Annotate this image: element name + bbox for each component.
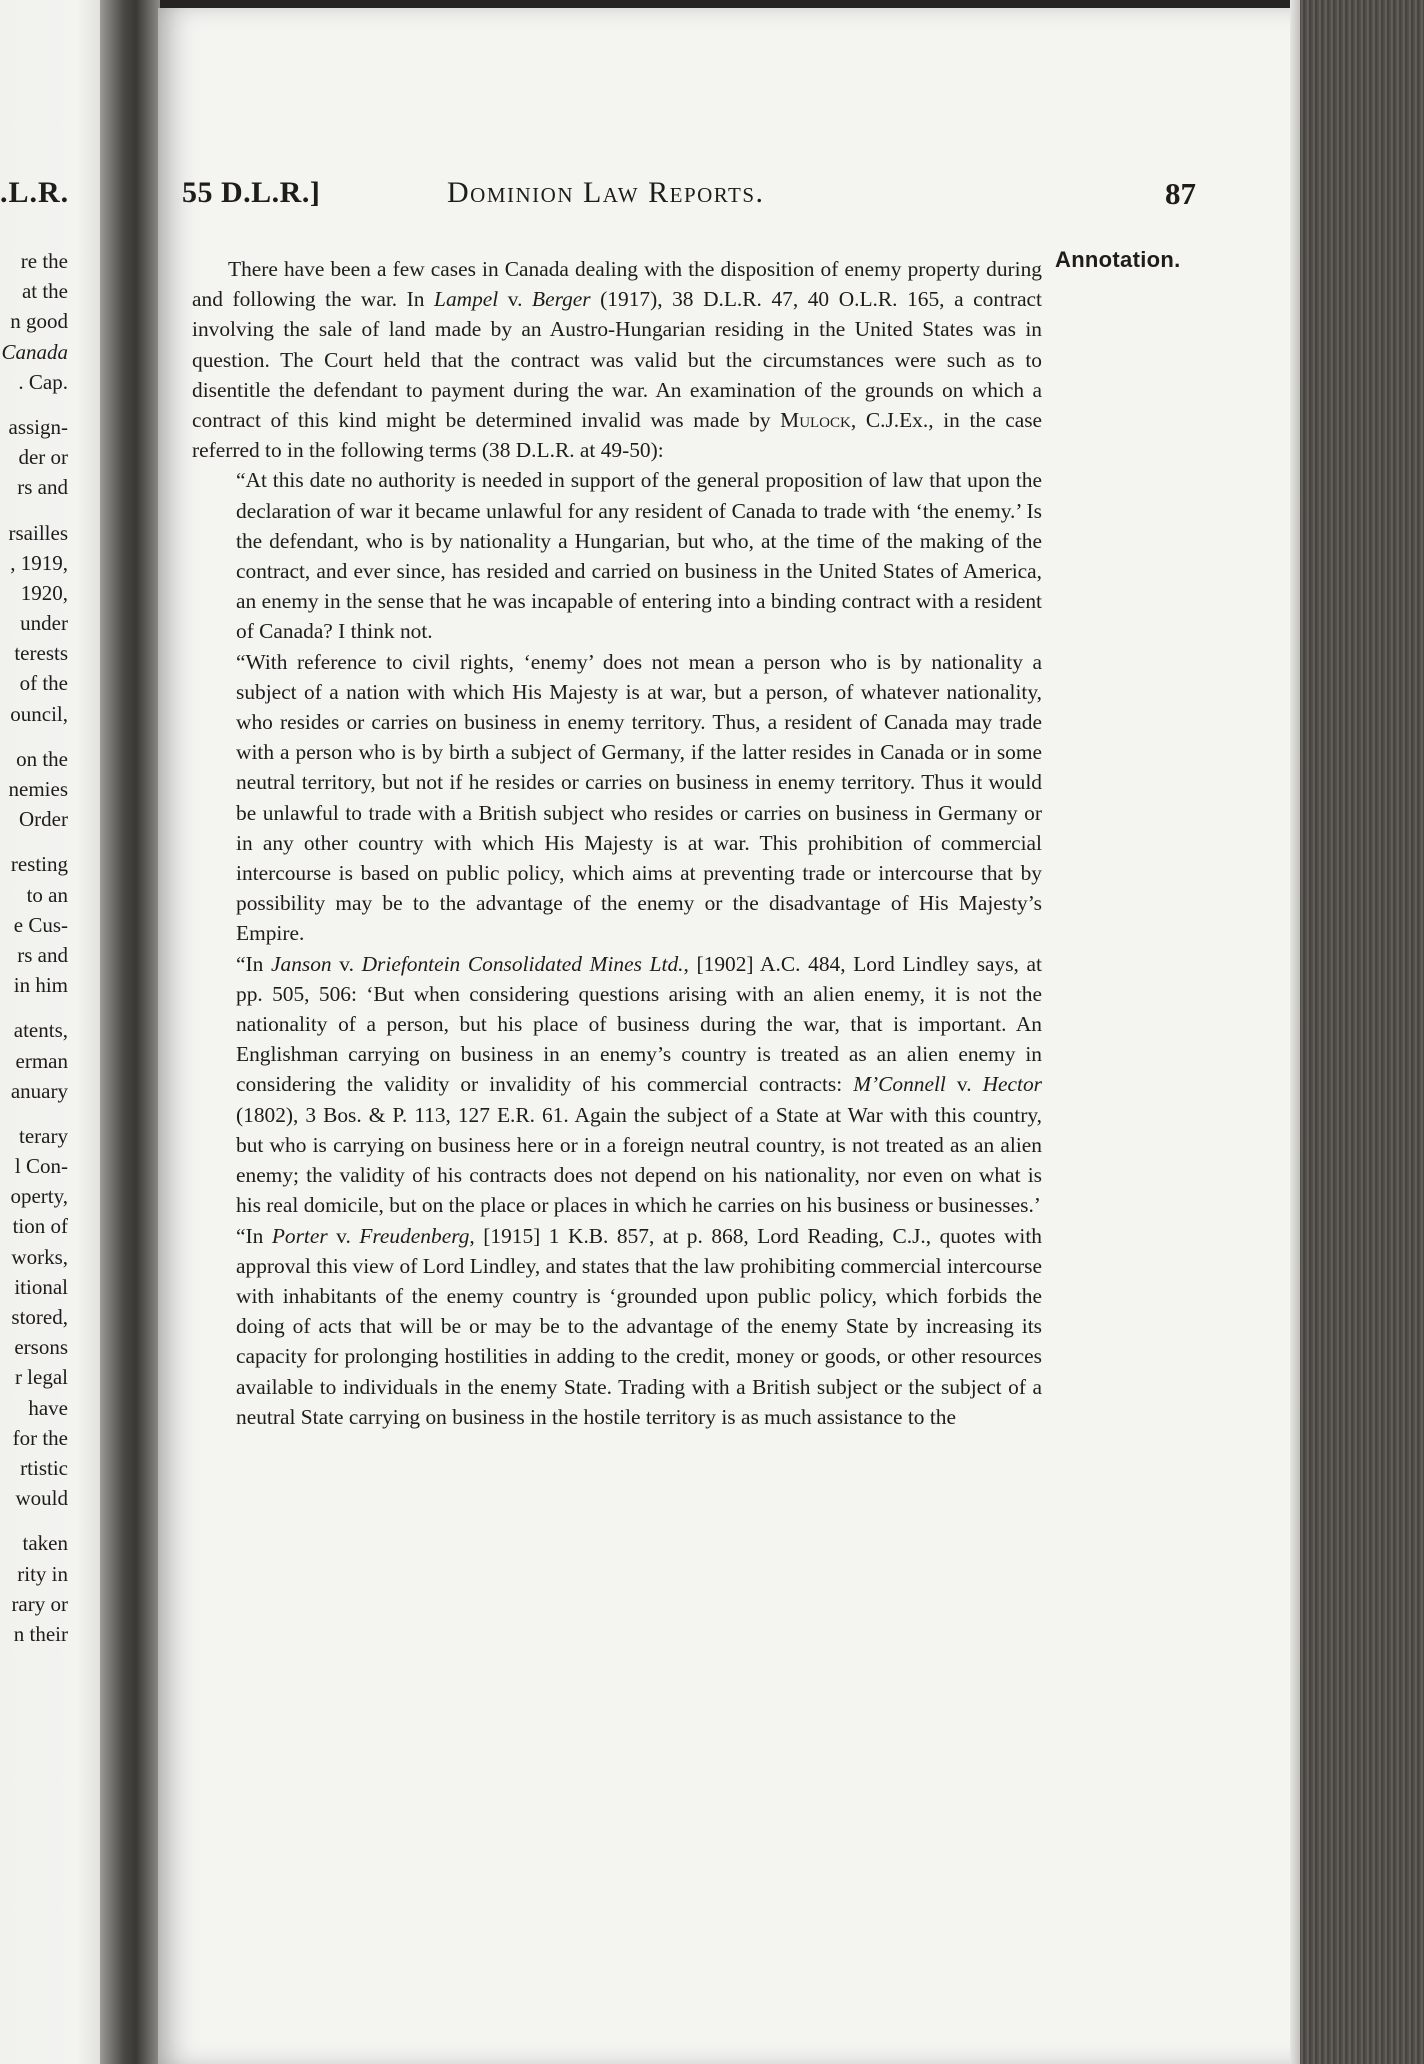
left-line: anuary: [10, 1078, 68, 1103]
left-line: 1920,: [20, 580, 68, 605]
left-line: terary: [19, 1123, 68, 1148]
left-line: rary or: [11, 1591, 68, 1616]
quote-paragraph: [236, 949, 1042, 1221]
left-line: Canada: [1, 339, 68, 364]
text-run: v.: [945, 1072, 983, 1097]
text-run: “In: [236, 951, 271, 976]
text-run: (1802), 3 Bos. & P. 113, 127 E.R. 61. Again the subject of a State at War with this country, but who is carrying on business here or in a foreign neutral country, is not treated as an alien enemy; the validity of his contracts does not depend on his nationality, nor even on what is his real domicile, but on the place or places in which he carries on his business or businesses.’: [236, 1102, 1042, 1218]
left-line: stored,: [11, 1305, 68, 1329]
left-line: nemies: [8, 777, 68, 801]
body-text: [192, 254, 1042, 1432]
left-line: tion of: [12, 1214, 68, 1239]
left-line: rs and: [17, 942, 68, 967]
quote-paragraph: [236, 1221, 1042, 1432]
left-line: erman: [15, 1048, 68, 1073]
left-line: rsailles: [8, 520, 68, 545]
left-line: resting: [10, 852, 68, 877]
left-line: e Cus-: [13, 912, 68, 937]
quote-paragraph: “With reference to civil rights, ‘enemy’ does not mean a person who is by nationality a subject of a nation with which His Majesty is at war, but a person, of whatever nationality, who resides or carries on business in enemy territory. Thus, a resident of Canada may trade with a person who is by birth a subject of Germany, if the latter resides in Canada or in some neutral territory, but not if he resides or carries on business in enemy territory. Thus it would be unlawful to trade with a British subject who resides or carries on business in Germany or in any other country with which His Majesty is at war. This prohibition of commercial intercourse is based on public policy, which aims at preventing trade or intercourse that by possibility may be to the advantage of the enemy or the disadvantage of His Majesty’s Empire.: [236, 649, 1042, 946]
left-facing-page: [0, 0, 110, 2064]
case-name: Porter: [271, 1223, 328, 1248]
text-run: “In: [236, 1223, 272, 1248]
left-line: n good: [10, 309, 68, 334]
left-line: n their: [13, 1621, 68, 1646]
left-line: der or: [18, 445, 68, 470]
left-line: at the: [21, 279, 68, 304]
left-line: works,: [11, 1244, 68, 1269]
block-quote: [236, 465, 1042, 1432]
left-line: operty,: [10, 1184, 68, 1209]
text-run: (1917), 38 D.L.R. 47, 40 O.L.R. 165, a contract involving the sale of land made by an Austro-Hungarian residing in the United States was in question. The Court held that the contract was valid but the circumstances were such as to disentitle the defendant to payment during the war. An examination of the grounds on which a contract of this kind might be determined invalid was made by: [192, 287, 1042, 433]
running-head: [182, 176, 1196, 216]
left-line: assign-: [8, 414, 68, 439]
left-line: taken: [22, 1531, 68, 1556]
left-line: Order: [19, 807, 68, 832]
text-run: , C.J.Ex., in the case referred to in the following terms (38 D.L.R. at 49-50):: [192, 408, 1043, 463]
left-line: . Cap.: [18, 369, 68, 394]
left-line: r legal: [14, 1365, 68, 1390]
text-run: , [1915] 1 K.B. 857, at p. 868, Lord Reading, C.J., quotes with approval this view of Lord Lindley, and states that the law prohibiting commercial intercourse with inhabitants of the enemy country is ‘grounded upon public policy, which forbids the doing of acts that will be or may be to the advantage of the enemy State by increasing its capacity for prolonging hostilities in adding to the credit, money or goods, or other resources available to individuals in the enemy State. Trading with a British subject or the subject of a neutral State carrying on business in the hostile territory is as much assistance to the: [236, 1223, 1042, 1429]
volume-label: 55 D.L.R.]: [182, 176, 321, 209]
book-page-edges: [1300, 0, 1424, 2064]
case-name: Janson: [271, 951, 332, 976]
left-line: rs and: [17, 475, 68, 500]
left-line: for the: [12, 1425, 68, 1450]
left-line: on the: [16, 746, 68, 771]
text-run: v.: [331, 951, 362, 976]
case-name: Freudenberg: [359, 1223, 470, 1248]
left-line: l Con-: [14, 1154, 68, 1179]
publication-title: Dominion Law Reports.: [447, 176, 765, 209]
page-number: 87: [1165, 176, 1196, 211]
left-page-text: [0, 246, 110, 1649]
judge-name: Mulock: [780, 408, 851, 433]
left-line: of the: [19, 671, 68, 696]
case-name: M’Connell: [853, 1072, 946, 1097]
left-line: itional: [14, 1274, 68, 1299]
text-run: v.: [498, 287, 533, 312]
case-name: Driefontein Consolidated Mines Ltd.: [361, 951, 684, 976]
left-line: , 1919,: [10, 550, 68, 575]
text-run: , [1902] A.C. 484, Lord Lindley says, at pp. 505, 506: ‘But when considering questions arising with an alien enemy, it is not the nationality of a person, but his place of business during the war, that is important. An Englishman carrying on business in an enemy’s country is treated as an alien enemy in considering the validity or invalidity of his commercial contracts:: [236, 951, 1042, 1097]
text-run: v.: [327, 1223, 360, 1248]
text-run: There have been a few cases in Canada dealing with the disposition of enemy property during and following the war. In: [192, 257, 1042, 312]
left-line: to an: [26, 882, 68, 907]
case-name: Lampel: [434, 287, 499, 312]
case-name: Berger: [532, 287, 591, 312]
left-line: would: [15, 1486, 68, 1511]
left-line: rtistic: [20, 1455, 68, 1480]
left-line: under: [20, 611, 68, 636]
left-page-header: .L.R.: [0, 176, 70, 209]
left-line: ouncil,: [10, 701, 68, 726]
left-line: ersons: [14, 1335, 68, 1360]
left-line: re the: [20, 249, 68, 273]
quote-paragraph: “At this date no authority is needed in support of the general proposition of law that upon the declaration of war it became unlawful for any resident of Canada to trade with ‘the enemy.’ Is the defendant, who is by nationality a Hungarian, but who, at the time of the making of the contract, and ever since, has resided and carried on business in the United States of America, an enemy in the sense that he was incapable of entering into a binding contract with a resident of Canada? I think not.: [236, 468, 1042, 644]
paragraph-intro: [192, 254, 1042, 465]
case-name: Hector: [982, 1072, 1042, 1097]
left-line: have: [28, 1395, 68, 1420]
margin-note: Annotation.: [1055, 247, 1181, 272]
left-line: terests: [14, 641, 68, 666]
left-line: rity in: [17, 1561, 68, 1586]
left-line: in him: [13, 973, 68, 998]
book-gutter: [100, 0, 160, 2064]
left-line: atents,: [13, 1018, 68, 1043]
